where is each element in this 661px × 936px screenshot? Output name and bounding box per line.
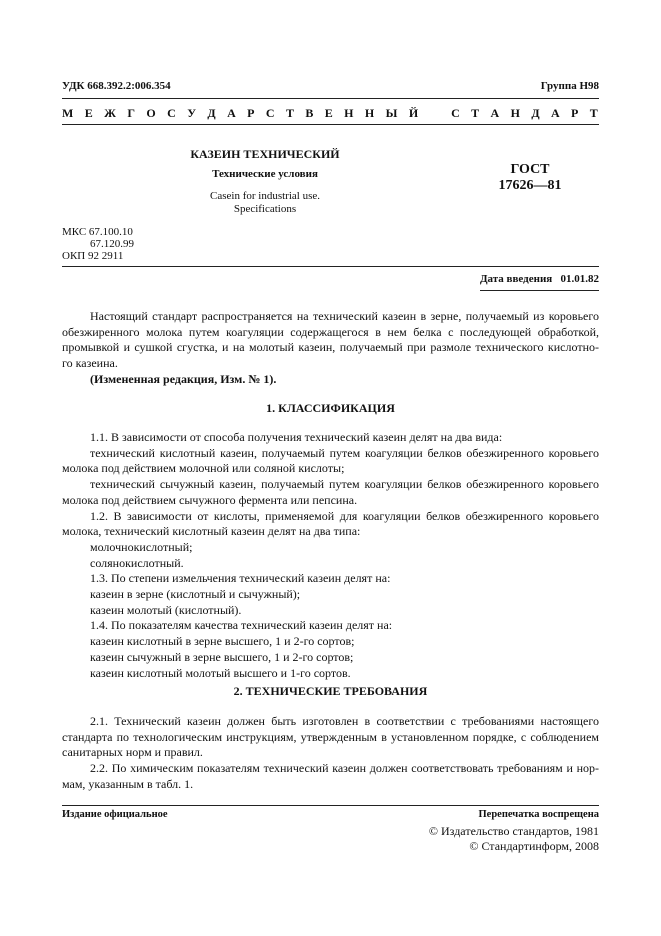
udc-code: УДК 668.392.2:006.354 bbox=[62, 80, 171, 92]
text-line: 1.1. В зависимости от способа получения технический казеин делят на два вида: bbox=[90, 430, 503, 444]
intro-date bbox=[480, 273, 599, 285]
intro-line: промывкой и сушкой сгустка, и на молотый казеин, получаемый при размоле технического кислотно- bbox=[62, 340, 599, 355]
document-subtitle: Технические условия bbox=[212, 168, 318, 180]
intro-date-value: 01.01.82 bbox=[560, 273, 599, 285]
copyright-1: © Издательство стандартов, 1981 bbox=[428, 824, 599, 838]
section1-heading: 1. КЛАССИФИКАЦИЯ bbox=[266, 401, 395, 415]
standard-label: С Т А Н Д А Р Т bbox=[451, 106, 599, 120]
text-line: молока, технический кислотный казеин делят на два типа: bbox=[62, 524, 361, 539]
codes-rule bbox=[62, 266, 599, 267]
text-line: молока под действием молочной или соляной кислоты; bbox=[62, 461, 345, 476]
header-rule bbox=[62, 98, 599, 99]
copyright-2: © Стандартинформ, 2008 bbox=[469, 839, 599, 853]
text-line: молочнокислотный; bbox=[90, 539, 193, 554]
edition-note: (Измененная редакция, Изм. № 1). bbox=[90, 371, 277, 386]
header-rule-2 bbox=[62, 124, 599, 125]
english-title-1: Casein for industrial use. bbox=[210, 190, 320, 202]
gost-label: ГОСТ bbox=[510, 162, 550, 177]
gost-number: 17626—81 bbox=[498, 178, 562, 193]
text-line: казеин кислотный в зерне высшего, 1 и 2-го сортов; bbox=[90, 634, 355, 649]
section2-body bbox=[62, 714, 599, 793]
text-line: казеин в зерне (кислотный и сычужный); bbox=[90, 587, 301, 602]
intro-line: го казеина. bbox=[62, 356, 118, 371]
reprint-prohibited: Перепечатка воспрещена bbox=[478, 809, 599, 820]
mks-code-2: 67.120.99 bbox=[90, 238, 134, 250]
text-line: 1.2. В зависимости от кислоты, применяемой для коагуляции белков обезжиренного коровьего bbox=[90, 508, 599, 523]
text-line: мам, указанным в табл. 1. bbox=[62, 776, 194, 791]
text-line: казеин кислотный молотый высшего и 1-го сортов. bbox=[90, 665, 351, 680]
text-line: технический сычужный казеин, получаемый путем коагуляции белков обезжиренного коровьего bbox=[90, 477, 599, 492]
okp-code: ОКП 92 2911 bbox=[62, 250, 124, 262]
text-line: 1.4. По показателям качества технический казеин делят на: bbox=[90, 618, 393, 633]
text-line: санитарных норм и правил. bbox=[62, 745, 203, 760]
section2-heading: 2. ТЕХНИЧЕСКИЕ ТРЕБОВАНИЯ bbox=[233, 684, 428, 698]
text-line: стандарта по технологическим инструкциям, утвержденным в установленном порядке, с соблюдением bbox=[62, 729, 599, 744]
document-title: КАЗЕИН ТЕХНИЧЕСКИЙ bbox=[190, 147, 340, 161]
intro-paragraph bbox=[62, 309, 599, 388]
text-line: солянокислотный. bbox=[90, 555, 184, 570]
text-line: 1.3. По степени измельчения технический казеин делят на: bbox=[90, 571, 391, 586]
intro-line: обезжиренного молока путем коагуляции содержащегося в нем белка с последующей обработкой, bbox=[62, 324, 599, 339]
text-line: 2.2. По химическим показателям технический казеин должен соответствовать требованиям и нор- bbox=[90, 761, 599, 776]
english-title-2: Specifications bbox=[233, 203, 297, 215]
text-line: казеин сычужный в зерне высшего, 1 и 2-го сортов; bbox=[90, 649, 354, 664]
text-line: технический кислотный казеин, получаемый путем коагуляции белков обезжиренного коровьего bbox=[90, 445, 599, 460]
text-line: 2.1. Технический казеин должен быть изготовлен в соответствии с требованиями настоящего bbox=[90, 714, 599, 728]
group-code: Группа Н98 bbox=[540, 80, 599, 92]
intro-date-label: Дата введения bbox=[479, 273, 553, 285]
section1-body bbox=[62, 430, 599, 681]
date-rule bbox=[480, 290, 599, 291]
text-line: казеин молотый (кислотный). bbox=[90, 602, 242, 617]
interstate-label: М Е Ж Г О С У Д А Р С Т В Е Н Н Ы Й bbox=[62, 106, 420, 120]
text-line: молока под действием сычужного фермента или пепсина. bbox=[62, 492, 358, 507]
mks-code-1: МКС 67.100.10 bbox=[62, 226, 133, 238]
official-edition: Издание официальное bbox=[62, 809, 168, 820]
intro-line: Настоящий стандарт распространяется на технический казеин в зерне, получаемый из коровьего bbox=[90, 309, 599, 323]
footer-rule bbox=[62, 805, 599, 806]
